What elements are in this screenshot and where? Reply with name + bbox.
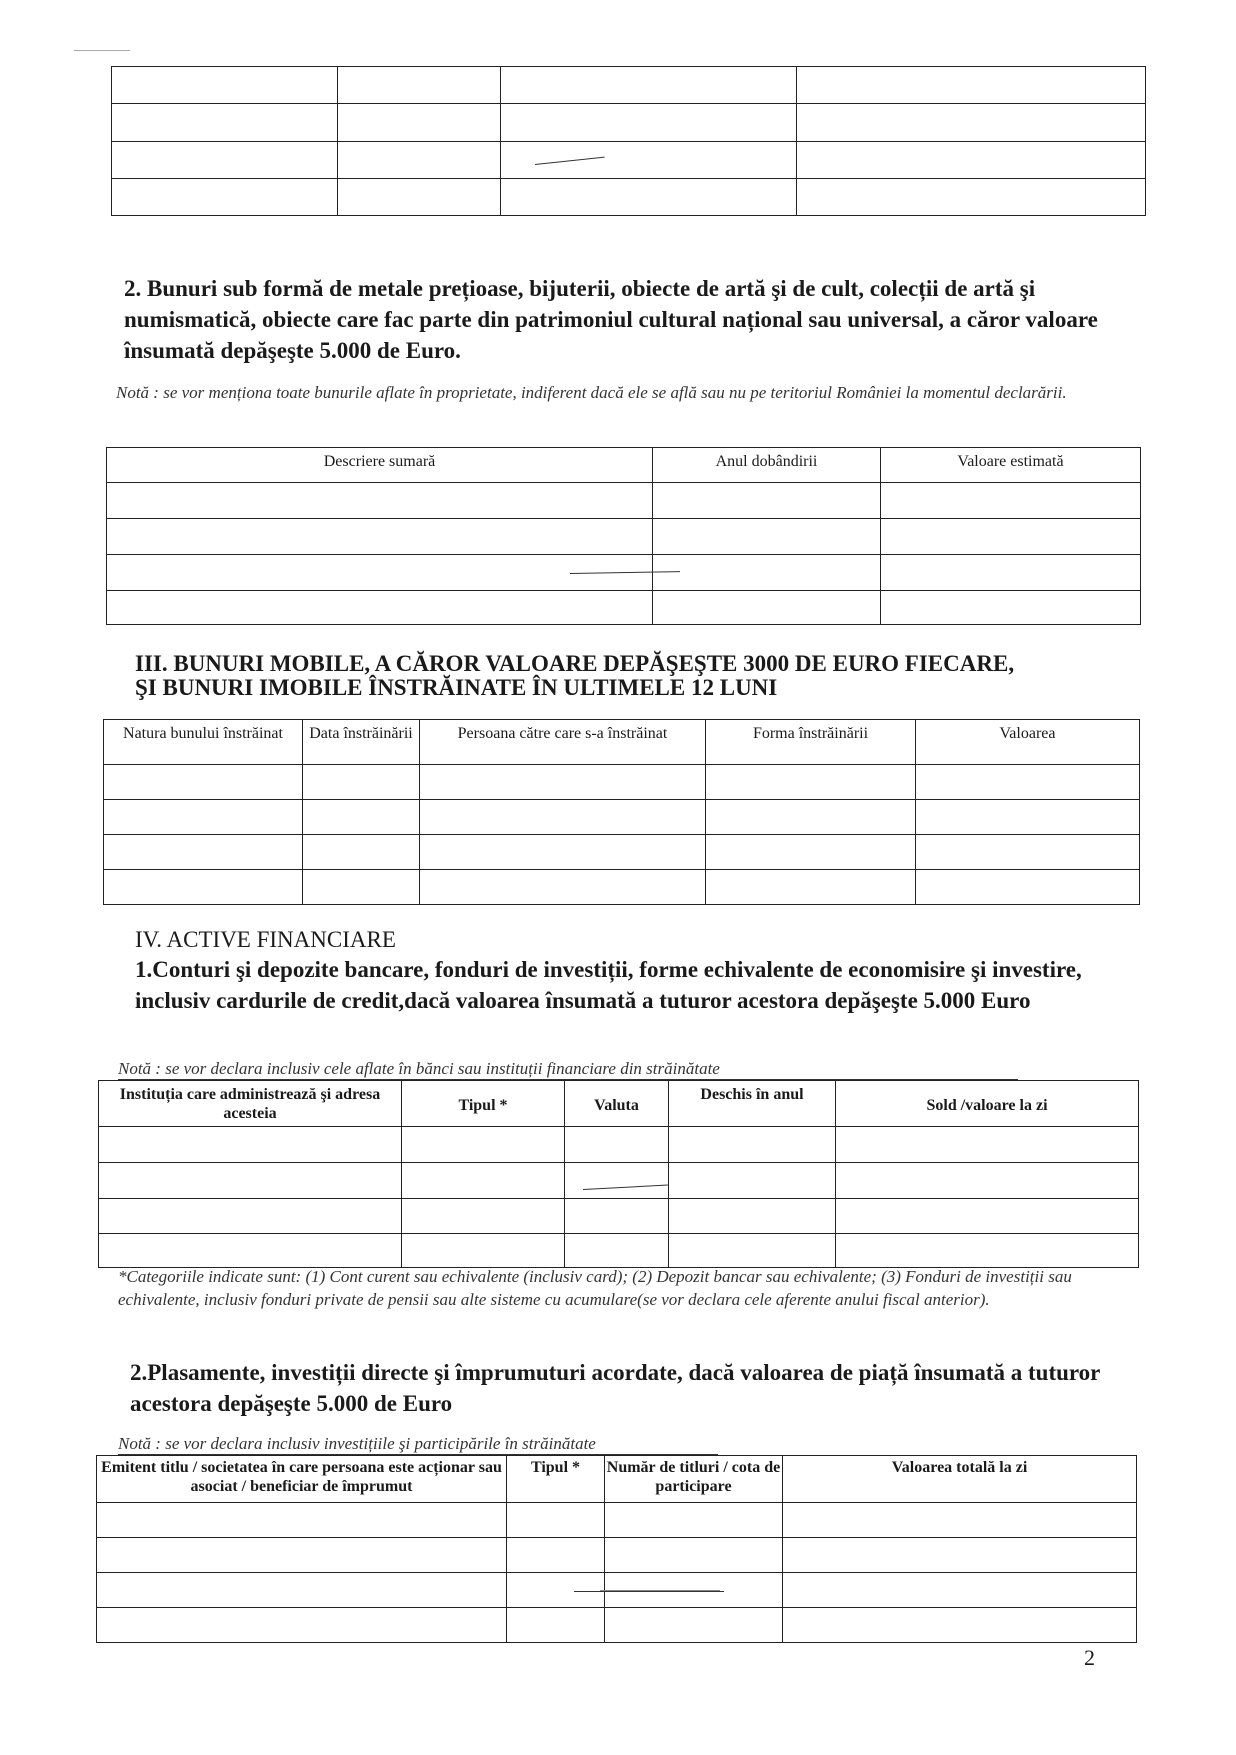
table-cell [112, 67, 338, 104]
table-cell [303, 800, 420, 835]
strike-mark [574, 1591, 724, 1592]
table-cell [112, 104, 338, 142]
table-cell [783, 1573, 1137, 1608]
table-cell [107, 519, 653, 555]
table-cell [303, 870, 420, 905]
categories-note: *Categoriile indicate sunt: (1) Cont curent sau echivalente (inclusiv card); (2) Depozit bancar sau echivalente; (3) Fonduri de investiții sau echivalente, inclusiv fonduri private de pensii sau alte sisteme cu acumulare(se vor declara cele aferente anului fiscal anterior). [118, 1267, 1072, 1309]
strike-mark [600, 1590, 720, 1591]
column-header: Instituția care administrează şi adresa acesteia [99, 1081, 402, 1127]
section-4-sub1-note: Notă : se vor declara inclusiv cele aflate în bănci sau instituții financiare din străinătate [118, 1058, 1018, 1080]
section-3-heading-line1: III. BUNURI MOBILE, A CĂROR VALOARE DEPĂŞEŞTE 3000 DE EURO FIECARE, [135, 651, 1015, 676]
page-number: 2 [1084, 1645, 1095, 1670]
table-cell [706, 765, 916, 800]
column-header: Persoana către care s-a înstrăinat [420, 720, 706, 765]
table-cell [402, 1127, 565, 1163]
table-cell [104, 765, 303, 800]
column-header: Valoare estimată [881, 448, 1141, 483]
table-cell [99, 1163, 402, 1199]
table-cell [97, 1503, 507, 1538]
table-cell [303, 765, 420, 800]
table-cell [653, 591, 881, 625]
table-cell [916, 870, 1140, 905]
table-cell [653, 555, 881, 591]
section-2-note: Notă : se vor menționa toate bunurile aflate în proprietate, indiferent dacă ele se află sau nu pe teritoriul României la momentul declarării. [116, 383, 1067, 402]
table-cell [797, 179, 1146, 216]
table-cell [565, 1127, 669, 1163]
table-cell [420, 765, 706, 800]
table-cell [797, 142, 1146, 179]
table-cell [99, 1199, 402, 1234]
column-header: Valoarea [916, 720, 1140, 765]
table-cell [338, 67, 501, 104]
table-cell [501, 142, 797, 179]
table-cell [836, 1234, 1139, 1268]
scan-artifact-line [74, 50, 130, 51]
table-cell [669, 1199, 836, 1234]
table-cell [107, 483, 653, 519]
table-cell [669, 1234, 836, 1268]
table-cell [797, 104, 1146, 142]
table-cell [112, 179, 338, 216]
table-cell [420, 835, 706, 870]
table-cell [783, 1608, 1137, 1643]
table-cell [881, 591, 1141, 625]
column-header: Tipul * [402, 1081, 565, 1127]
table-cell [338, 179, 501, 216]
table-cell [507, 1503, 605, 1538]
table-cell [669, 1163, 836, 1199]
table-cell [338, 104, 501, 142]
column-header: Sold /valoare la zi [836, 1081, 1139, 1127]
column-header: Forma înstrăinării [706, 720, 916, 765]
table-cell [881, 519, 1141, 555]
section-3-heading-line2: ŞI BUNURI IMOBILE ÎNSTRĂINATE ÎN ULTIMELE 12 LUNI [135, 675, 778, 700]
table-cell [104, 800, 303, 835]
table-cell [501, 179, 797, 216]
table-cell [605, 1503, 783, 1538]
table-cell [420, 870, 706, 905]
section-3-table [103, 719, 1140, 905]
table-cell [402, 1199, 565, 1234]
table-cell [653, 519, 881, 555]
table-cell [507, 1573, 605, 1608]
table-cell [402, 1234, 565, 1268]
table-cell [97, 1608, 507, 1643]
table-cell [338, 142, 501, 179]
column-header: Deschis în anul [669, 1081, 836, 1127]
table-cell [669, 1127, 836, 1163]
section-4-sub2-heading: 2.Plasamente, investiții directe şi împrumuturi acordate, dacă valoarea de piață însumată a tuturor acestora depăşeşte 5.000 de Euro [130, 1360, 1100, 1416]
column-header: Valuta [565, 1081, 669, 1127]
table-cell [881, 555, 1141, 591]
continuation-table [111, 66, 1146, 216]
section-4-title: IV. ACTIVE FINANCIARE [135, 927, 396, 952]
section-4-sub2-note: Notă : se vor declara inclusiv investițiile şi participările în străinătate [118, 1433, 718, 1455]
table-cell [881, 483, 1141, 519]
table-cell [565, 1199, 669, 1234]
column-header: Valoarea totală la zi [783, 1456, 1137, 1503]
table-cell [303, 835, 420, 870]
column-header: Anul dobândirii [653, 448, 881, 483]
section-4-sub2-table [96, 1455, 1137, 1643]
table-cell [783, 1503, 1137, 1538]
table-cell [836, 1163, 1139, 1199]
table-cell [507, 1538, 605, 1573]
table-cell [706, 835, 916, 870]
table-cell [99, 1234, 402, 1268]
table-cell [107, 591, 653, 625]
column-header: Data înstrăinării [303, 720, 420, 765]
column-header: Descriere sumară [107, 448, 653, 483]
table-cell [99, 1127, 402, 1163]
column-header: Natura bunului înstrăinat [104, 720, 303, 765]
table-cell [605, 1538, 783, 1573]
column-header: Emitent titlu / societatea în care persoana este acționar sau asociat / beneficiar de împrumut [97, 1456, 507, 1503]
table-cell [836, 1199, 1139, 1234]
table-cell [605, 1608, 783, 1643]
column-header: Tipul * [507, 1456, 605, 1503]
table-cell [706, 800, 916, 835]
table-cell [507, 1608, 605, 1643]
table-cell [112, 142, 338, 179]
section-2-heading: 2. Bunuri sub formă de metale prețioase, bijuterii, obiecte de artă şi de cult, colecții de artă şi numismatică, obiecte care fac parte din patrimoniul cultural național sau universal, a căror valoare însumată depăşeşte 5.000 de Euro. [124, 276, 1098, 363]
table-cell [501, 67, 797, 104]
table-cell [916, 835, 1140, 870]
table-cell [420, 800, 706, 835]
table-cell [97, 1538, 507, 1573]
table-cell [104, 870, 303, 905]
table-cell [653, 483, 881, 519]
table-cell [97, 1573, 507, 1608]
column-header: Număr de titluri / cota de participare [605, 1456, 783, 1503]
table-cell [916, 765, 1140, 800]
section-2-table [106, 447, 1141, 625]
table-cell [501, 104, 797, 142]
table-cell [783, 1538, 1137, 1573]
section-4-sub1-heading: 1.Conturi şi depozite bancare, fonduri de investiții, forme echivalente de economisire şi investire, inclusiv cardurile de credit,dacă valoarea însumată a tuturor acestora depăşeşte 5.000 Euro [135, 957, 1082, 1013]
section-4-sub1-table [98, 1080, 1139, 1268]
table-cell [565, 1163, 669, 1199]
table-cell [916, 800, 1140, 835]
table-cell [797, 67, 1146, 104]
table-cell [402, 1163, 565, 1199]
table-cell [565, 1234, 669, 1268]
table-cell [706, 870, 916, 905]
table-cell [104, 835, 303, 870]
table-cell [836, 1127, 1139, 1163]
